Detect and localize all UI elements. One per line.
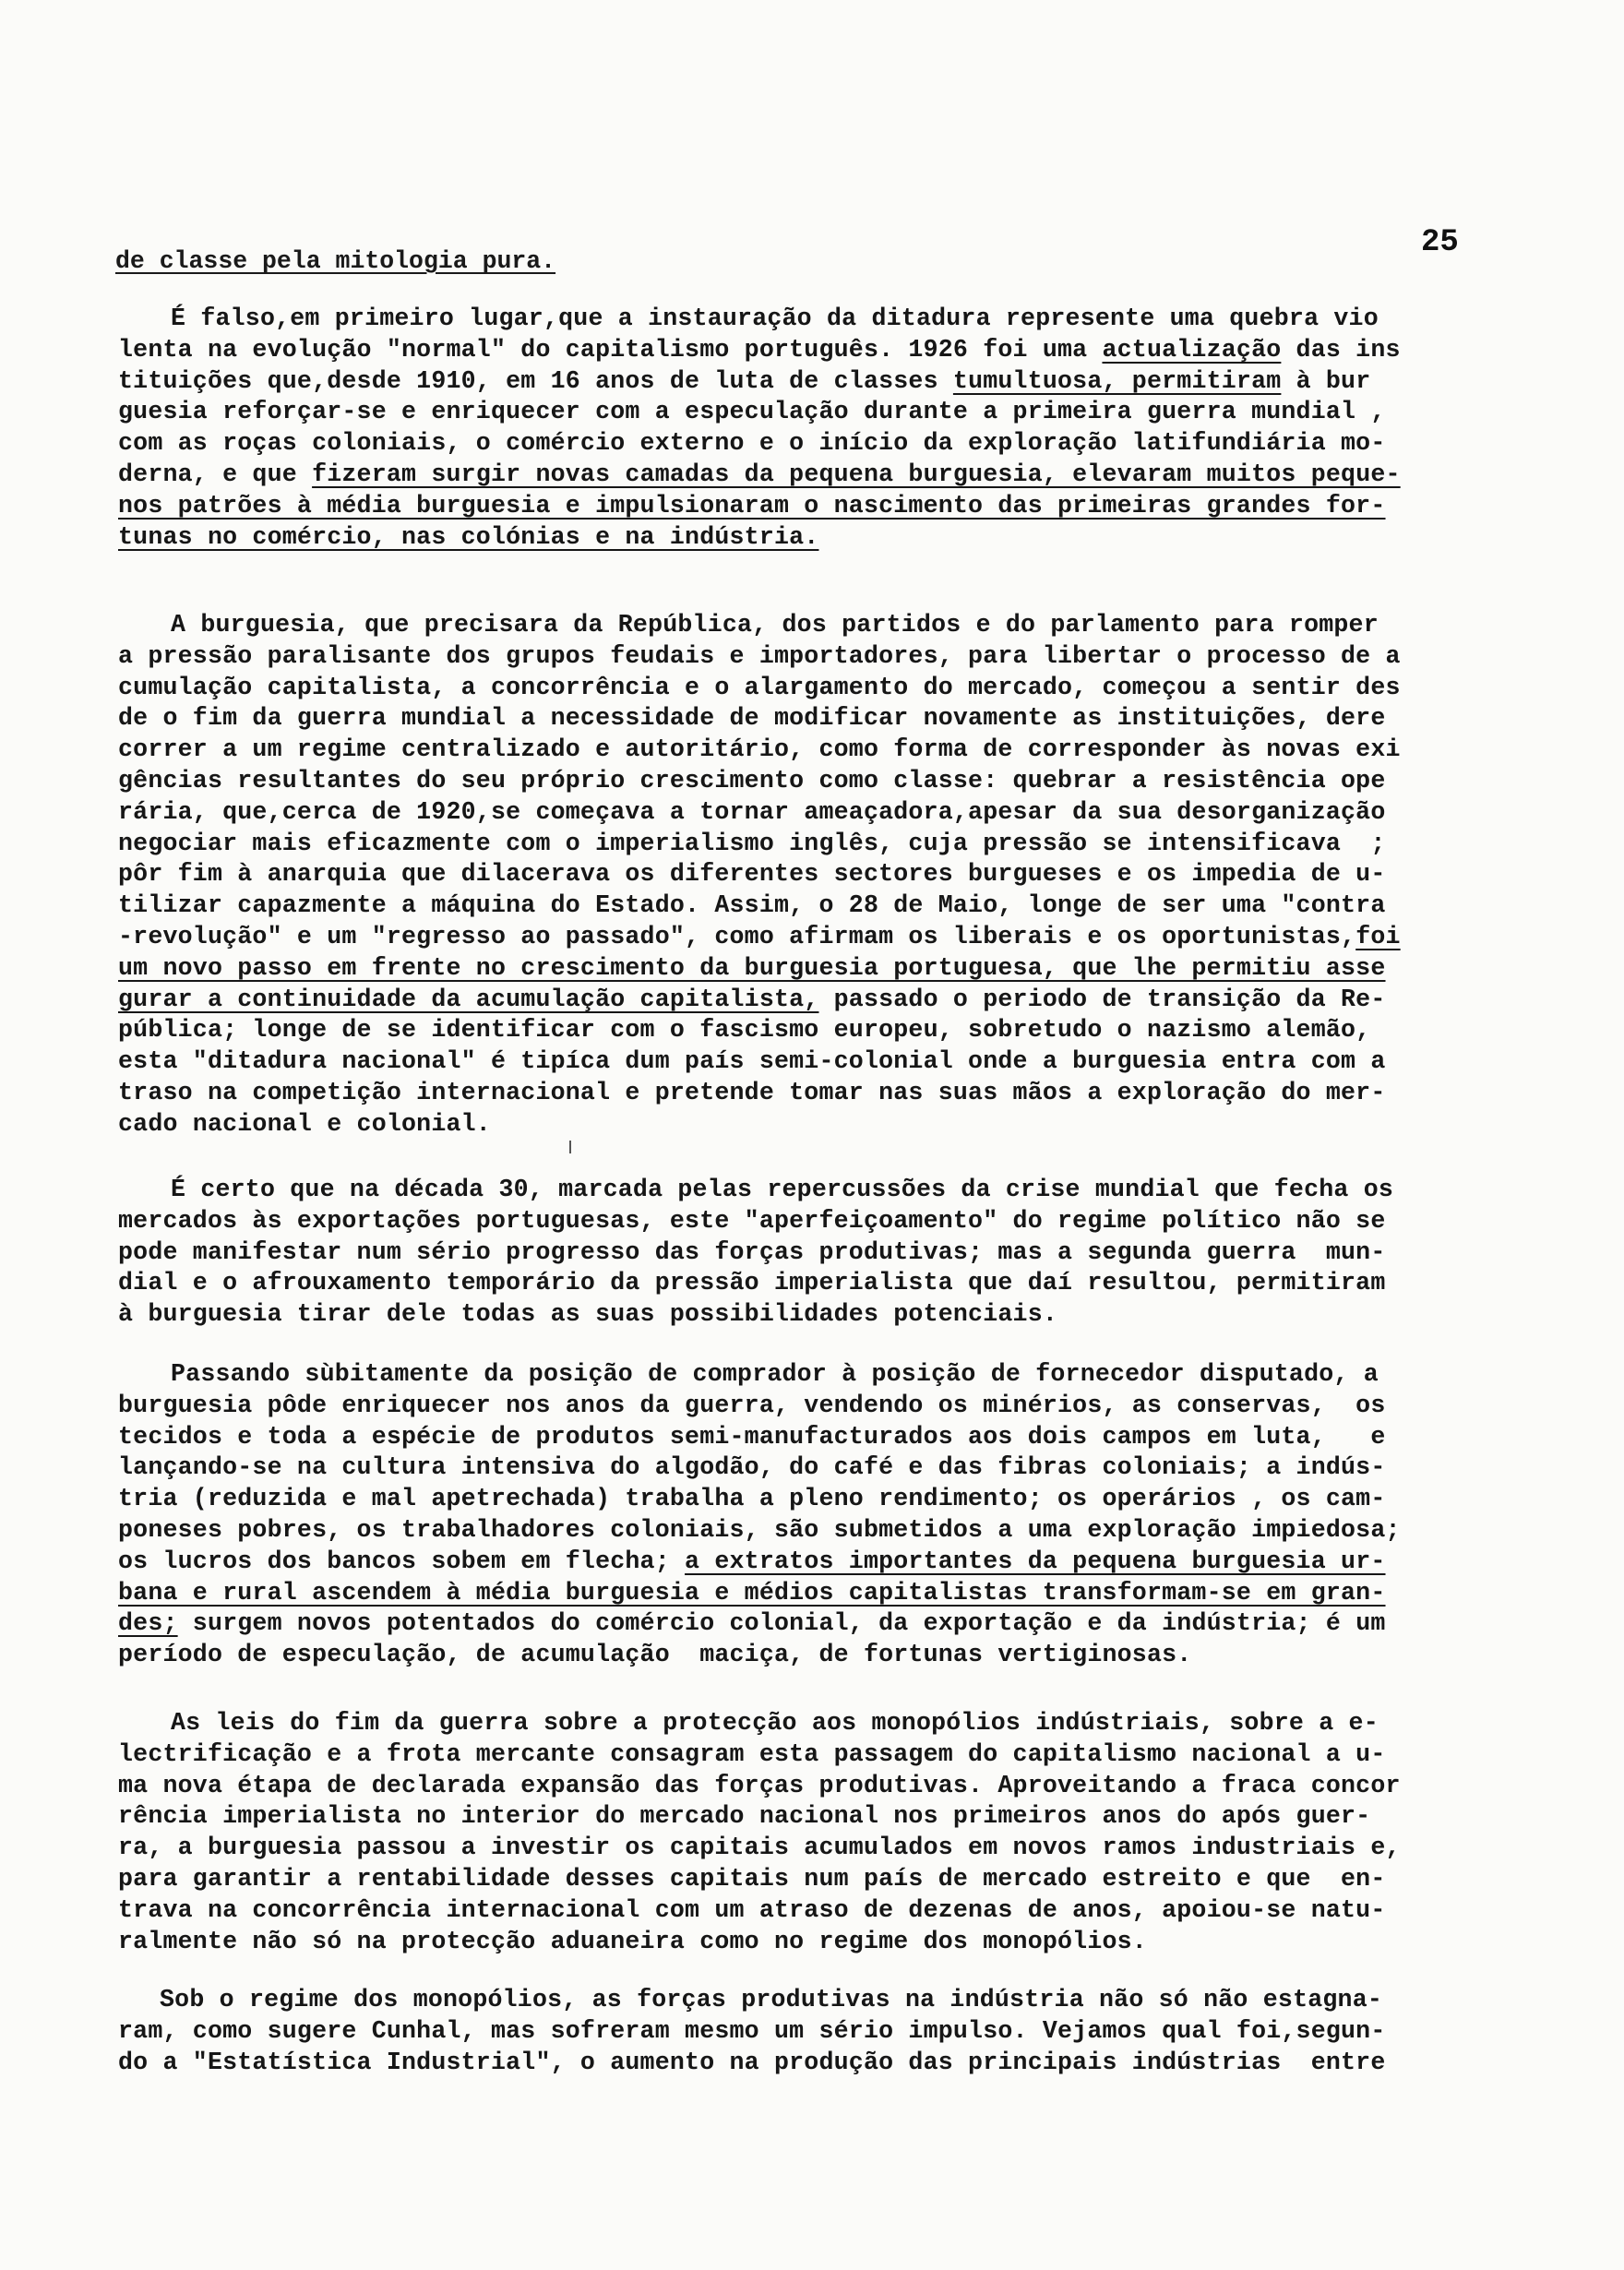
text-line bbox=[118, 796, 1386, 828]
line-text: os lucros dos bancos sobem em flecha; bbox=[118, 1547, 686, 1575]
text-line bbox=[171, 303, 1379, 334]
line-text: esta "ditadura nacional" é tipíca dum país semi-colonial onde a burguesia entra com a bbox=[118, 1047, 1386, 1076]
text-line bbox=[118, 1832, 1401, 1863]
text-line bbox=[118, 1421, 1386, 1452]
text-line bbox=[118, 396, 1386, 427]
line-text: trava na concorrência internacional com um atraso de dezenas de anos, apoiou-se natu- bbox=[118, 1895, 1386, 1924]
text-line bbox=[118, 1894, 1386, 1926]
line-text: à burguesia tirar dele todas as suas possibilidades potenciais. bbox=[118, 1300, 1058, 1329]
text-line bbox=[118, 952, 1386, 984]
line-text: tituições que,desde 1910, em 16 anos de luta de classes bbox=[118, 366, 953, 395]
text-line bbox=[118, 1738, 1386, 1770]
line-text: lançando-se na cultura intensiva do algodão, do café e das fibras coloniais; a indús- bbox=[118, 1453, 1386, 1482]
line-text: poneses pobres, os trabalhadores coloniais, são submetidos a uma exploração impiedosa; bbox=[118, 1516, 1401, 1544]
line-text: ra, a burguesia passou a investir os capitais acumulados em novos ramos industriais e, bbox=[118, 1834, 1401, 1862]
line-text: passado o periodo de transição da Re- bbox=[818, 985, 1386, 1013]
line-text: surgem novos potentados do comércio colonial, da exportação e da indústria; é um bbox=[177, 1609, 1386, 1638]
line-text: dial e o afrouxamento temporário da pressão imperialista que daí resultou, permitiram bbox=[118, 1269, 1386, 1297]
text-line bbox=[118, 1639, 1191, 1670]
text-line bbox=[160, 1984, 1382, 2015]
text-line bbox=[118, 1607, 1386, 1639]
line-text: traso na competição internacional e pretende tomar nas suas mãos a exploração do mer- bbox=[118, 1079, 1386, 1106]
text-line bbox=[171, 1707, 1379, 1738]
text-line bbox=[118, 1267, 1386, 1298]
line-text: rária, que,cerca de 1920,se começava a tornar ameaçadora,apesar da sua desorganização bbox=[118, 797, 1386, 826]
line-text: -revolução" e um "regresso ao passado", como afirmam os liberais e os oportunistas, bbox=[118, 923, 1356, 950]
line-text: à bur bbox=[1281, 366, 1371, 395]
text-line bbox=[118, 1205, 1386, 1237]
text-line bbox=[118, 640, 1401, 672]
text-line bbox=[118, 1045, 1386, 1077]
underlined-text: fizeram surgir novas camadas da pequena burguesia, elevaram muitos peque- bbox=[312, 460, 1401, 488]
text-line bbox=[171, 609, 1379, 640]
line-text: É certo que na década 30, marcada pelas repercussões da crise mundial que fecha os bbox=[171, 1176, 1394, 1203]
text-line bbox=[118, 1577, 1386, 1608]
page-heading: de classe pela mitologia pura. bbox=[115, 247, 556, 275]
text-line bbox=[118, 2015, 1386, 2047]
line-text: derna, e que bbox=[118, 460, 313, 488]
line-text: cumulação capitalista, a concorrência e o alargamento do mercado, começou a sentir des bbox=[118, 673, 1401, 701]
line-text: cado nacional e colonial. bbox=[118, 1109, 491, 1138]
underlined-text: tunas no comércio, nas colónias e na indústria. bbox=[118, 522, 819, 551]
underlined-text: bana e rural ascendem à média burguesia e médios capitalistas transformam-se em gran- bbox=[118, 1578, 1386, 1607]
stray-mark bbox=[569, 1141, 571, 1153]
text-line bbox=[118, 1390, 1386, 1421]
line-text: de o fim da guerra mundial a necessidade de modificar novamente as instituições, dere bbox=[118, 704, 1386, 733]
text-line bbox=[118, 828, 1386, 859]
text-line bbox=[118, 365, 1370, 397]
line-text: mercados às exportações portuguesas, este "aperfeiçoamento" do regime político não se bbox=[118, 1206, 1386, 1235]
text-line bbox=[118, 765, 1386, 796]
line-text: correr a um regime centralizado e autoritário, como forma de corresponder às novas exi bbox=[118, 735, 1401, 764]
text-line bbox=[118, 734, 1401, 765]
line-text: período de especulação, de acumulação maciça, de fortunas vertiginosas. bbox=[118, 1641, 1192, 1669]
line-text: das ins bbox=[1281, 335, 1401, 364]
text-line bbox=[118, 1108, 491, 1140]
text-line bbox=[171, 1358, 1379, 1390]
underlined-text: gurar a continuidade da acumulação capitalista, bbox=[118, 985, 819, 1013]
page-number: 25 bbox=[1421, 225, 1459, 260]
text-line bbox=[118, 702, 1386, 734]
text-line bbox=[171, 1174, 1393, 1205]
underlined-text: foi bbox=[1355, 923, 1401, 950]
line-text: pode manifestar num sério progresso das forças produtivas; mas a segunda guerra mun- bbox=[118, 1237, 1386, 1266]
line-text: negociar mais eficazmente com o imperialismo inglês, cuja pressão se intensificava ; bbox=[118, 829, 1386, 857]
text-line bbox=[118, 490, 1386, 521]
text-line bbox=[118, 1770, 1401, 1801]
text-line bbox=[118, 921, 1401, 952]
text-line bbox=[118, 1800, 1370, 1832]
line-text: rência imperialista no interior do mercado nacional nos primeiros anos do após guer- bbox=[118, 1802, 1371, 1831]
line-text: A burguesia, que precisara da República, dos partidos e do parlamento para romper bbox=[171, 611, 1379, 639]
text-line bbox=[118, 1926, 1147, 1957]
line-text: pública; longe de se identificar com o fascismo europeu, sobretudo o nazismo alemão, bbox=[118, 1016, 1371, 1045]
line-text: lectrificação e a frota mercante consagram esta passagem do capitalismo nacional a u- bbox=[118, 1739, 1386, 1768]
text-line bbox=[118, 672, 1401, 703]
line-text: As leis do fim da guerra sobre a protecção aos monopólios indústriais, sobre a e- bbox=[171, 1709, 1379, 1737]
line-text: burguesia pôde enriquecer nos anos da guerra, vendendo os minérios, as conservas, os bbox=[118, 1391, 1386, 1419]
text-line bbox=[118, 1452, 1386, 1483]
line-text: ralmente não só na protecção aduaneira como no regime dos monopólios. bbox=[118, 1927, 1147, 1955]
text-line bbox=[118, 1514, 1401, 1546]
text-line bbox=[118, 427, 1386, 459]
text-line bbox=[118, 521, 818, 553]
text-line bbox=[118, 1483, 1386, 1514]
text-line bbox=[118, 1077, 1386, 1108]
line-text: lenta na evolução "normal" do capitalismo português. 1926 foi uma bbox=[118, 335, 1103, 364]
line-text: com as roças coloniais, o comércio externo e o início da exploração latifundiária mo- bbox=[118, 429, 1386, 458]
text-line bbox=[118, 1237, 1386, 1268]
underlined-text: actualização bbox=[1102, 335, 1282, 364]
line-text: É falso,em primeiro lugar,que a instauração da ditadura represente uma quebra vio bbox=[171, 305, 1379, 332]
underlined-text: nos patrões à média burguesia e impulsionaram o nascimento das primeiras grandes for- bbox=[118, 491, 1386, 520]
text-line bbox=[118, 1014, 1370, 1045]
text-line bbox=[118, 890, 1386, 921]
line-text: Sob o regime dos monopólios, as forças produtivas na indústria não só não estagna- bbox=[160, 1986, 1383, 2013]
underlined-text: um novo passo em frente no crescimento da burguesia portuguesa, que lhe permitiu asse bbox=[118, 953, 1386, 982]
text-line bbox=[118, 2047, 1386, 2078]
text-line bbox=[118, 1298, 1057, 1330]
line-text: guesia reforçar-se e enriquecer com a especulação durante a primeira guerra mundial , bbox=[118, 398, 1386, 426]
text-line bbox=[118, 334, 1401, 365]
underlined-text: des; bbox=[118, 1609, 178, 1638]
line-text: do a "Estatística Industrial", o aumento na produção das principais indústrias entre bbox=[118, 2048, 1386, 2076]
line-text: tria (reduzida e mal apetrechada) trabalha a pleno rendimento; os operários , os cam- bbox=[118, 1485, 1386, 1513]
line-text: a pressão paralisante dos grupos feudais e importadores, para libertar o processo de a bbox=[118, 641, 1401, 670]
text-line bbox=[118, 984, 1386, 1015]
line-text: Passando sùbitamente da posição de comprador à posição de fornecedor disputado, a bbox=[171, 1360, 1379, 1388]
line-text: gências resultantes do seu próprio crescimento como classe: quebrar a resistência ope bbox=[118, 767, 1386, 794]
line-text: tecidos e toda a espécie de produtos semi-manufacturados aos dois campos em luta, e bbox=[118, 1422, 1386, 1451]
line-text: ram, como sugere Cunhal, mas sofreram mesmo um sério impulso. Vejamos qual foi,segun- bbox=[118, 2016, 1386, 2045]
line-text: ma nova étapa de declarada expansão das forças produtivas. Aproveitando a fraca concor bbox=[118, 1771, 1401, 1799]
line-text: para garantir a rentabilidade desses capitais num país de mercado estreito e que en- bbox=[118, 1865, 1386, 1893]
line-text: pôr fim à anarquia que dilacerava os diferentes sectores burgueses e os impedia de u- bbox=[118, 860, 1386, 889]
line-text: tilizar capazmente a máquina do Estado. Assim, o 28 de Maio, longe de ser uma "contra bbox=[118, 891, 1386, 920]
text-line bbox=[118, 1863, 1386, 1894]
underlined-text: a extratos importantes da pequena burguesia ur- bbox=[685, 1547, 1386, 1575]
text-line bbox=[118, 459, 1401, 490]
text-line bbox=[118, 1546, 1386, 1577]
text-line bbox=[118, 858, 1386, 890]
underlined-text: tumultuosa, permitiram bbox=[952, 366, 1282, 395]
